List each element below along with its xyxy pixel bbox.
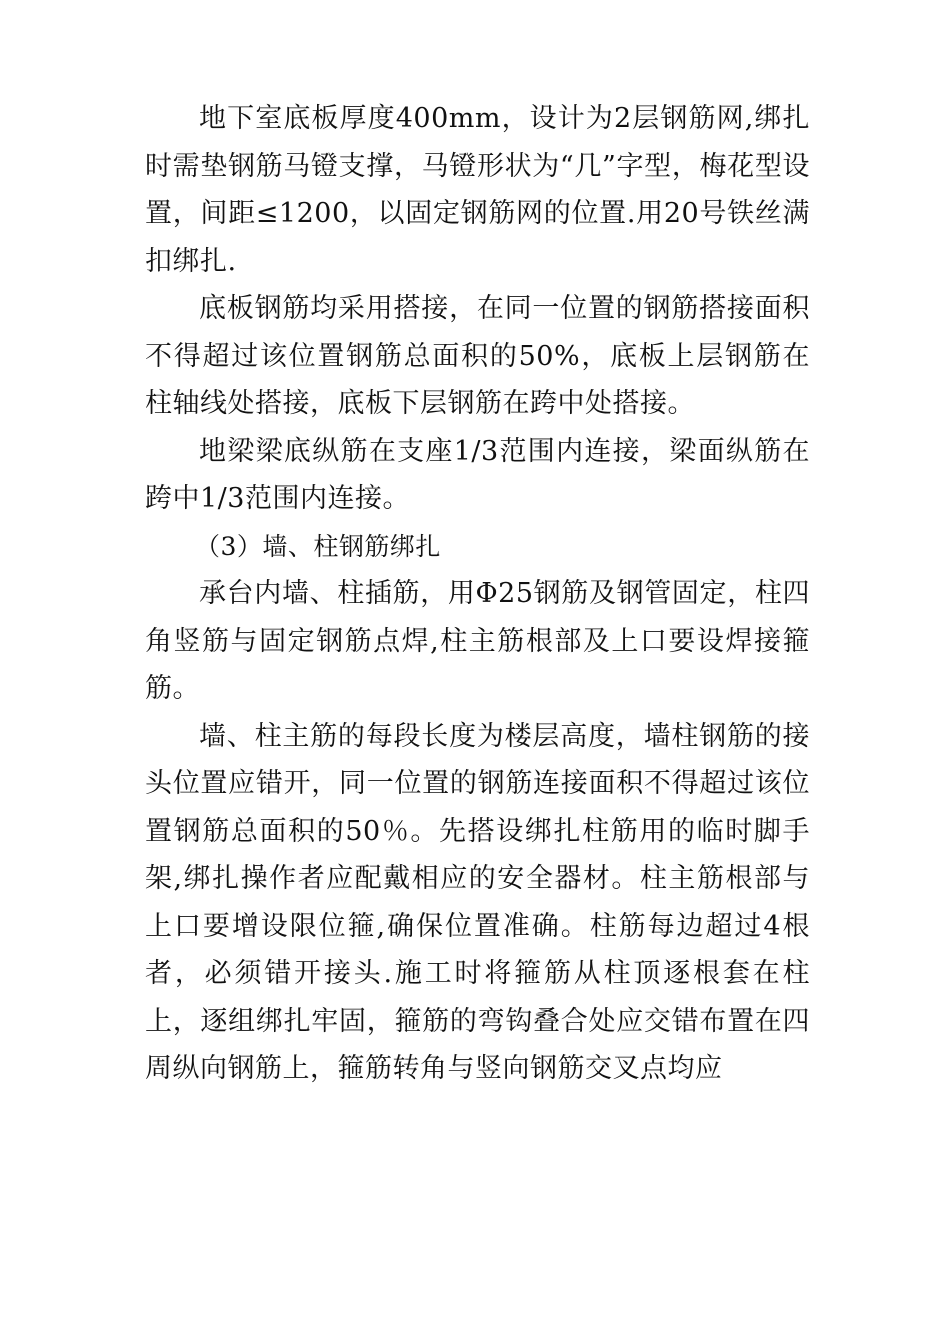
section-heading-wall-column: （3）墙、柱钢筋绑扎 [195,531,441,561]
document-body [145,95,810,1093]
paragraph-slab-lap-splice: 底板钢筋均采用搭接，在同一位置的钢筋搭接面积不得超过该位置钢筋总面积的50%，底板上层钢筋在柱轴线处搭接，底板下层钢筋在跨中处搭接。 [145,293,810,419]
paragraph-ground-beam: 地梁梁底纵筋在支座1/3范围内连接，梁面纵筋在跨中1/3范围内连接。 [145,435,810,514]
paragraph-wall-column-rebar: 墙、柱主筋的每段长度为楼层高度，墙柱钢筋的接头位置应错开，同一位置的钢筋连接面积不得超过该位置钢筋总面积的50％。先搭设绑扎柱筋用的临时脚手架,绑扎操作者应配戴相应的安全器材。柱主筋根部与上口要增设限位箍,确保位置准确。柱筋每边超过4根者，必须错开接头.施工时将箍筋从柱顶逐根套在柱上，逐组绑扎牢固，箍筋的弯钩叠合处应交错布置在四周纵向钢筋上，箍筋转角与竖向钢筋交叉点均应 [145,720,810,1084]
paragraph-dowel-bars: 承台内墙、柱插筋，用Φ25钢筋及钢管固定，柱四角竖筋与固定钢筋点焊,柱主筋根部及上口要设焊接箍筋。 [145,578,810,704]
paragraph-basement-slab: 地下室底板厚度400mm，设计为2层钢筋网,绑扎时需垫钢筋马镫支撑，马镫形状为“几”字型，梅花型设置，间距≤1200，以固定钢筋网的位置.用20号铁丝满扣绑扎. [145,103,810,277]
